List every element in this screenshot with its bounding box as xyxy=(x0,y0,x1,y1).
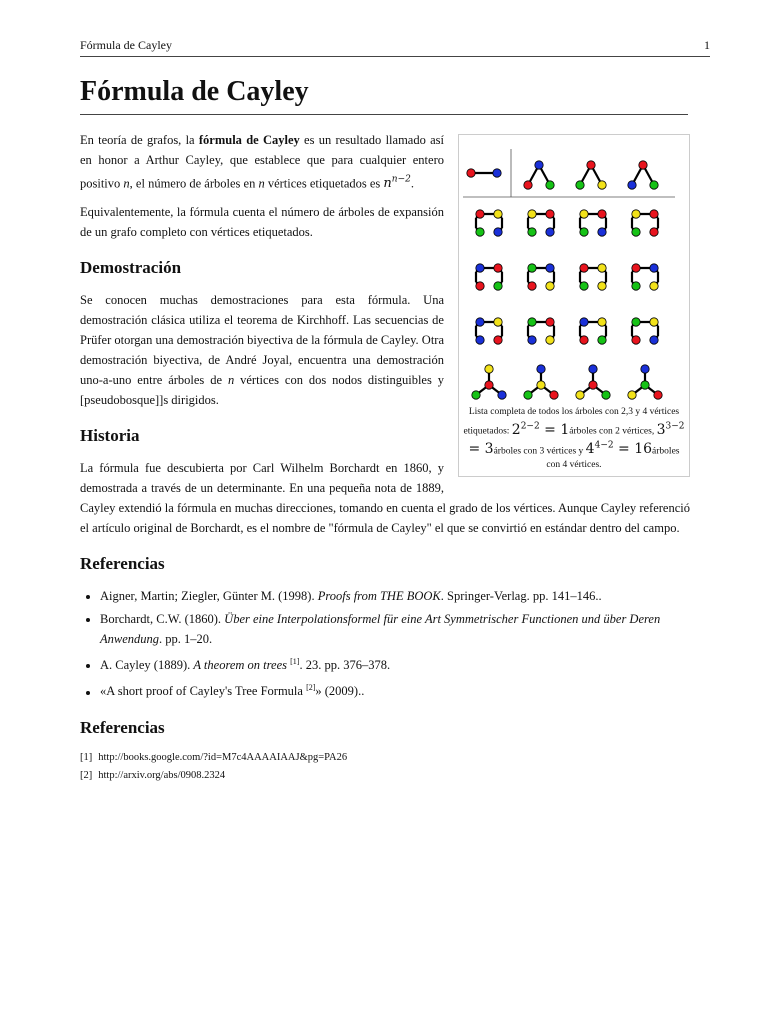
tree-vertex xyxy=(476,210,484,218)
tree-vertex xyxy=(632,228,640,236)
tree-vertex xyxy=(528,336,536,344)
tree-vertex xyxy=(535,161,543,169)
tree-vertex xyxy=(476,318,484,326)
tree-vertex xyxy=(632,282,640,290)
tree-vertex xyxy=(546,264,554,272)
url-reference-item: [2] http://arxiv.org/abs/0908.2324 xyxy=(80,769,226,781)
section-heading-referencias: Referencias xyxy=(80,554,165,574)
tree-vertex xyxy=(587,161,595,169)
tree-vertex xyxy=(546,181,554,189)
tree-vertex xyxy=(639,161,647,169)
tree-vertex xyxy=(576,181,584,189)
tree-vertex xyxy=(580,282,588,290)
tree-vertex xyxy=(580,210,588,218)
article-body xyxy=(80,130,690,786)
tree-vertex xyxy=(476,282,484,290)
intro-paragraph-1: En teoría de grafos, la fórmula de Cayley es un resultado llamado así en honor a Arthur Cayley, que establece que para cualquier entero positivo n, el número de árboles en n vértices etiquetados es $n^{n-2}$. xyxy=(80,133,444,192)
tree-vertex xyxy=(650,264,658,272)
tree-vertex xyxy=(598,181,606,189)
tree-vertex xyxy=(546,318,554,326)
page-number: 1 xyxy=(704,38,710,52)
cayley-formula: $n^{n-2}$ xyxy=(383,175,411,192)
tree-vertex xyxy=(654,391,662,399)
tree-vertex xyxy=(528,210,536,218)
tree-vertex xyxy=(494,318,502,326)
demostracion-paragraph: Se conocen muchas demostraciones para esta fórmula. Una demostración clásica utiliza el teorema de Kirchhoff. Las secuencias de Prüfer otorgan una demostración biyectiva de la fórmula de Cayley. Otra demostración biyectiva, de André Joyal, encuentra una demostración uno-a-uno entre árboles de n vértices con dos nodos distinguibles y [pseudobosque]]s dirigidos. xyxy=(80,293,444,408)
tree-vertex xyxy=(580,336,588,344)
tree-vertex xyxy=(598,210,606,218)
trees-figure xyxy=(458,134,690,477)
tree-vertex xyxy=(641,365,649,373)
tree-vertex xyxy=(650,181,658,189)
caption-equation-3: $3^{3-2} = 3$ xyxy=(468,421,685,458)
intro-paragraph-2: Equivalentemente, la fórmula cuenta el número de árboles de expansión de un grafo completo con vértices etiquetados. xyxy=(80,205,444,240)
tree-vertex xyxy=(628,181,636,189)
tree-vertex xyxy=(650,282,658,290)
page-title: Fórmula de Cayley xyxy=(80,76,688,115)
tree-vertex xyxy=(546,336,554,344)
tree-vertex xyxy=(528,228,536,236)
tree-vertex xyxy=(472,391,480,399)
bibliography-list xyxy=(80,586,690,701)
bibliography-item: • Borchardt, C.W. (1860). Über eine Interpolationsformel für eine Art Symmetrischer Functionen und über Deren Anwendung. pp. 1–20. xyxy=(100,609,690,649)
tree-vertex xyxy=(494,210,502,218)
tree-vertex xyxy=(546,282,554,290)
tree-vertex xyxy=(546,228,554,236)
tree-vertex xyxy=(580,264,588,272)
tree-vertex xyxy=(576,391,584,399)
tree-vertex xyxy=(493,169,501,177)
labeled-trees-diagram xyxy=(463,141,675,403)
tree-vertex xyxy=(632,264,640,272)
tree-vertex xyxy=(485,381,493,389)
figure-caption xyxy=(463,405,685,472)
bibliography-item: • «A short proof of Cayley's Tree Formula [2]» (2009).. xyxy=(100,678,690,701)
tree-vertex xyxy=(498,391,506,399)
tree-vertex xyxy=(632,318,640,326)
tree-vertex xyxy=(598,336,606,344)
tree-vertex xyxy=(476,228,484,236)
tree-vertex xyxy=(528,318,536,326)
caption-equation-4: $4^{4-2} = 16$ xyxy=(585,440,653,458)
tree-vertex xyxy=(550,391,558,399)
tree-vertex xyxy=(528,264,536,272)
tree-vertex xyxy=(628,391,636,399)
tree-vertex xyxy=(650,318,658,326)
tree-vertex xyxy=(494,336,502,344)
tree-vertex xyxy=(632,336,640,344)
tree-vertex xyxy=(524,391,532,399)
tree-vertex xyxy=(485,365,493,373)
caption-text: árboles con 2 vértices, xyxy=(569,426,657,437)
section-heading-referencias-urls: Referencias xyxy=(80,717,165,737)
tree-vertex xyxy=(589,381,597,389)
reference-url-link[interactable]: http://books.google.com/?id=M7c4AAAAIAAJ&pg=PA26 xyxy=(98,751,348,763)
tree-vertex xyxy=(537,365,545,373)
tree-vertex xyxy=(528,282,536,290)
tree-vertex xyxy=(650,210,658,218)
tree-vertex xyxy=(467,169,475,177)
tree-vertex xyxy=(602,391,610,399)
url-reference-item: [1] http://books.google.com/?id=M7c4AAAAIAAJ&pg=PA26 xyxy=(80,751,348,763)
section-heading-historia: Historia xyxy=(80,426,140,446)
running-head xyxy=(80,38,710,57)
tree-vertex xyxy=(641,381,649,389)
caption-equation-2: $2^{2-2} = 1$ xyxy=(511,421,570,438)
tree-vertex xyxy=(476,336,484,344)
section-heading-demostracion: Demostración xyxy=(80,258,182,278)
caption-text: árboles con 3 vértices y xyxy=(493,446,586,457)
url-reference-list xyxy=(80,750,690,784)
footnote-link[interactable]: [2] xyxy=(306,683,316,693)
tree-vertex xyxy=(650,336,658,344)
tree-vertex xyxy=(524,181,532,189)
tree-vertex xyxy=(494,264,502,272)
caption-text: Lista completa de todos los árboles con 2,3 y 4 vértices etiquetados: xyxy=(463,407,680,437)
bold-term: fórmula de Cayley xyxy=(198,133,300,147)
tree-vertex xyxy=(598,264,606,272)
tree-vertex xyxy=(589,365,597,373)
footnote-link[interactable]: [1] xyxy=(290,657,300,667)
bibliography-item: • Aigner, Martin; Ziegler, Günter M. (1998). Proofs from THE BOOK. Springer-Verlag. pp. 141–146.. xyxy=(100,586,690,606)
reference-url-link[interactable]: http://arxiv.org/abs/0908.2324 xyxy=(98,769,226,781)
tree-vertex xyxy=(598,318,606,326)
tree-vertex xyxy=(494,282,502,290)
tree-vertex xyxy=(632,210,640,218)
tree-vertex xyxy=(598,282,606,290)
tree-vertex xyxy=(546,210,554,218)
running-head-title: Fórmula de Cayley xyxy=(80,38,172,52)
tree-vertex xyxy=(537,381,545,389)
tree-vertex xyxy=(580,318,588,326)
historia-paragraph: La fórmula fue descubierta por Carl Wilhelm Borchardt en 1860, y demostrada a través de un determinante. En una pequeña nota de 1889, Cayley extendió la fórmula en muchas direcciones, tomando en cuenta el grado de los vértices. Aunque Cayley referenció el artículo original de Borchardt, es el nombre de "fórmula de Cayley" el que se convirtió en estándar dentro del campo. xyxy=(80,461,690,536)
bibliography-item: • A. Cayley (1889). A theorem on trees [1]. 23. pp. 376–378. xyxy=(100,652,690,675)
tree-vertex xyxy=(598,228,606,236)
tree-vertex xyxy=(494,228,502,236)
tree-vertex xyxy=(476,264,484,272)
caption-text: árboles con 4 vértices. xyxy=(546,446,680,471)
tree-vertex xyxy=(580,228,588,236)
tree-vertex xyxy=(650,228,658,236)
